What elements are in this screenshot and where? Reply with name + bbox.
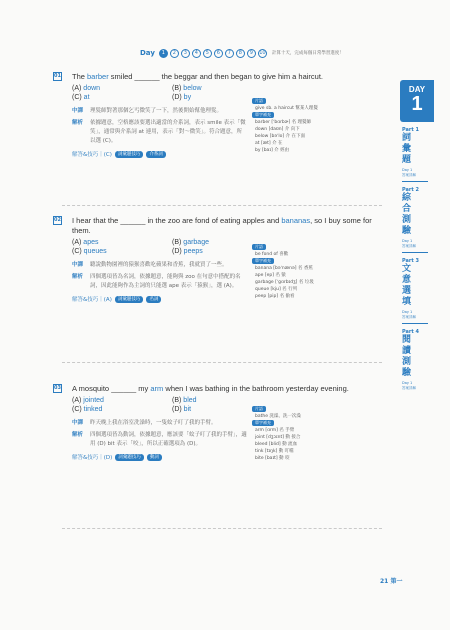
vocab-box-3	[252, 406, 367, 462]
day-nav-4[interactable]: 4	[192, 49, 201, 58]
stem-text: The	[72, 72, 88, 81]
vocab-item: barber [ˈbɑrbɚ] 名 理髮師	[255, 120, 312, 125]
option-b[interactable]	[172, 85, 282, 92]
part-tab-sub: Day 1 答案詳解	[402, 381, 416, 390]
vocab-phrase-label: 片語	[252, 98, 266, 104]
option-label: (A)	[72, 85, 82, 92]
part-tab-title: Part 4	[402, 329, 419, 335]
day-nav-1[interactable]: 1	[159, 49, 168, 58]
part-tab-sub: Day 1 答案詳解	[402, 168, 416, 177]
option-label: (D)	[172, 406, 182, 413]
option-word: queues	[83, 248, 107, 255]
option-word: at	[83, 94, 90, 101]
vocab-item: by [baɪ] 介 經由	[255, 148, 290, 153]
day-tab-number: 1	[411, 93, 423, 115]
stem-text: when I was bathing in the bathroom yesterday evening.	[163, 384, 349, 393]
part-tab-name: 詞彙題	[402, 133, 412, 165]
analysis-text: 依據題意，空格應該要選出適當的介系詞，表示 smile 表示「微笑」，通常與介系詞 at 連用，表示「對～微笑」。符合題意，所以選 (C)。	[90, 120, 246, 144]
translation-row	[72, 419, 247, 428]
translation-text: 聽說動物園裡的猿猴喜歡吃蘋果和香蕉，我就買了一些。	[90, 262, 228, 268]
answer-label: 解答&技巧｜(D)	[72, 455, 113, 461]
option-a[interactable]	[72, 239, 172, 246]
translation-row	[72, 107, 247, 116]
answer-label: 解答&技巧｜(C)	[72, 152, 112, 158]
vocab-item: bleed [blid] 動 流血	[255, 442, 298, 447]
stem-highlight: barber	[87, 72, 109, 81]
vocab-box-2	[252, 244, 367, 300]
vocab-words-label: 單字補充	[252, 258, 274, 264]
question-divider	[62, 528, 382, 529]
option-word: below	[183, 85, 202, 92]
translation-text: 理髮師對著那個乞丐微笑了一下，然後開始幫他理髮。	[90, 108, 223, 114]
analysis-row	[72, 119, 247, 146]
part-tab-title: Part 3	[402, 258, 419, 264]
vocab-item: ape [ep] 名 猿	[255, 273, 286, 278]
question-stem	[72, 384, 392, 394]
stem-text: smiled ______ the beggar and then began to give him a haircut.	[108, 72, 324, 81]
option-label: (A)	[72, 397, 82, 404]
vocab-item: at [æt] 介 在	[255, 141, 283, 146]
answer-badge: 詞彙題技巧	[115, 296, 144, 303]
translation-row	[72, 261, 247, 270]
part-tab-divider	[402, 252, 428, 253]
day-nav-7[interactable]: 7	[225, 49, 234, 58]
vocab-item: bite [baɪt] 動 咬	[255, 456, 290, 461]
vocab-box-1	[252, 98, 367, 154]
option-word: bled	[183, 397, 197, 404]
day-nav-2[interactable]: 2	[170, 49, 179, 58]
option-label: (B)	[172, 397, 182, 404]
part-tab-name: 綜合測驗	[402, 193, 412, 236]
option-a[interactable]	[72, 85, 172, 92]
question-number: 01	[54, 73, 61, 79]
vocab-item: arm [ɑrm] 名 手臂	[255, 428, 295, 433]
analysis-tag: 解析	[72, 274, 84, 280]
day-tab-word: DAY	[408, 85, 426, 94]
answer-badge: 詞彙題技巧	[115, 151, 144, 158]
part-tab-title: Part 1	[402, 127, 419, 133]
option-label: (D)	[172, 94, 182, 101]
vocab-item: garbage [ˈgɑrbɪdʒ] 名 垃圾	[255, 280, 314, 285]
option-a[interactable]	[72, 397, 172, 404]
option-label: (D)	[172, 248, 182, 255]
part-tab-sub: Day 1 答案詳解	[402, 239, 416, 248]
analysis-tag: 解析	[72, 120, 84, 126]
stem-highlight: bananas	[281, 216, 311, 225]
question-stem	[72, 72, 392, 82]
translation-tag: 中譯	[72, 108, 84, 114]
option-word: tinked	[83, 406, 103, 413]
part-tab-divider	[402, 323, 428, 324]
option-word: jointed	[83, 397, 104, 404]
answer-badge: 名詞	[146, 296, 161, 303]
stem-text: I hear that the ______ in the zoo are fond of eating apples and	[72, 216, 282, 225]
stem-highlight: arm	[150, 384, 164, 393]
option-word: apes	[83, 239, 99, 246]
option-c[interactable]	[72, 406, 172, 413]
day-nav-3[interactable]: 3	[181, 49, 190, 58]
day-nav-10[interactable]: 10	[259, 49, 266, 56]
option-word: bit	[183, 406, 192, 413]
option-word: down	[83, 85, 101, 92]
vocab-item: queue [kju] 名 行列	[255, 287, 298, 292]
option-label: (B)	[172, 239, 182, 246]
part-tab-2[interactable]	[400, 187, 434, 253]
explanation	[72, 419, 247, 449]
day-nav-label: Day	[140, 49, 155, 57]
page-number	[380, 576, 402, 585]
analysis-tag: 解析	[72, 432, 84, 438]
option-label: (C)	[72, 94, 82, 101]
day-navigation	[140, 47, 344, 59]
option-word: peeps	[183, 248, 203, 255]
option-word: by	[183, 94, 192, 101]
question-divider	[62, 205, 382, 206]
option-label: (A)	[72, 239, 82, 246]
vocab-words-label: 單字補充	[252, 112, 274, 118]
day-nav-5[interactable]: 5	[203, 49, 212, 58]
explanation	[72, 261, 247, 291]
option-c[interactable]	[72, 94, 172, 101]
page-number-label: 第一	[390, 578, 403, 585]
question-number: 02	[54, 217, 61, 223]
section-tabs	[400, 80, 434, 391]
vocab-phrase: bathe 洗澡、洗一次澡	[255, 414, 301, 419]
answer-badge: 詞彙題技巧	[115, 454, 144, 461]
vocab-phrase-label: 片語	[252, 244, 266, 250]
analysis-text: 四個選項皆為動詞，依據題意，應該要「蚊子叮了我的手臂」，適用 (D) bit 表示「咬」，所以正確選項為 (D)。	[90, 432, 247, 447]
analysis-row	[72, 431, 247, 449]
part-tab-title: Part 2	[402, 187, 419, 193]
part-tab-name: 閱讀測驗	[402, 335, 412, 378]
part-tab-3[interactable]	[400, 258, 434, 324]
vocab-phrase: be fond of 喜歡	[255, 252, 289, 257]
vocab-item: peep [pip] 名 偷看	[255, 294, 295, 299]
part-tab-name: 文意選填	[402, 264, 412, 307]
day-nav-hint: 計算十天，完成每個日常學習進度！	[271, 51, 344, 56]
part-tab-1[interactable]	[400, 127, 434, 182]
translation-tag: 中譯	[72, 420, 84, 426]
explanation	[72, 107, 247, 146]
vocab-item: tink [tɪŋk] 動 叮噹	[255, 449, 294, 454]
day-nav-8[interactable]: 8	[236, 49, 245, 58]
answer-badge: 動詞	[147, 454, 162, 461]
part-tab-sub: Day 1 答案詳解	[402, 310, 416, 319]
translation-text: 昨天晚上我在浴室洗澡時，一隻蚊子叮了我的手臂。	[90, 420, 217, 426]
stem-text: , so I buy some for them.	[72, 216, 372, 235]
part-tab-divider	[402, 181, 428, 182]
vocab-item: below [bəˈlo] 介 在下面	[255, 134, 305, 139]
analysis-text: 四個選項皆為名詞，依據題意，能夠與 zoo 在句意中搭配的名詞，因此能夠作為主詞的只能選 ape 表示「猿猴」，選 (A)。	[90, 274, 241, 289]
analysis-row	[72, 273, 247, 291]
day-nav-6[interactable]: 6	[214, 49, 223, 58]
vocab-phrase-label: 片語	[252, 406, 266, 412]
option-label: (C)	[72, 248, 82, 255]
option-label: (B)	[172, 85, 182, 92]
option-word: garbage	[183, 239, 209, 246]
translation-tag: 中譯	[72, 262, 84, 268]
day-tab[interactable]	[400, 80, 434, 122]
vocab-phrase: give sb. a haircut 幫某人理髮	[255, 106, 318, 111]
question-divider	[62, 362, 382, 363]
vocab-item: down [daʊn] 介 向下	[255, 127, 300, 132]
option-label: (C)	[72, 406, 82, 413]
option-c[interactable]	[72, 248, 172, 255]
part-tab-4[interactable]	[400, 329, 434, 391]
question-number: 03	[54, 385, 61, 391]
vocab-item: banana [bəˈnænə] 名 香蕉	[255, 266, 313, 271]
answer-badge: 介系詞	[146, 151, 166, 158]
question-stem	[72, 216, 392, 236]
page-number-value: 21	[380, 578, 389, 585]
option-b[interactable]	[172, 397, 282, 404]
vocab-words-label: 單字補充	[252, 420, 274, 426]
stem-text: A mosquito ______ my	[72, 384, 151, 393]
vocab-item: joint [dʒɔɪnt] 動 接合	[255, 435, 301, 440]
answer-label: 解答&技巧｜(A)	[72, 297, 112, 303]
day-nav-9[interactable]: 9	[247, 49, 256, 58]
